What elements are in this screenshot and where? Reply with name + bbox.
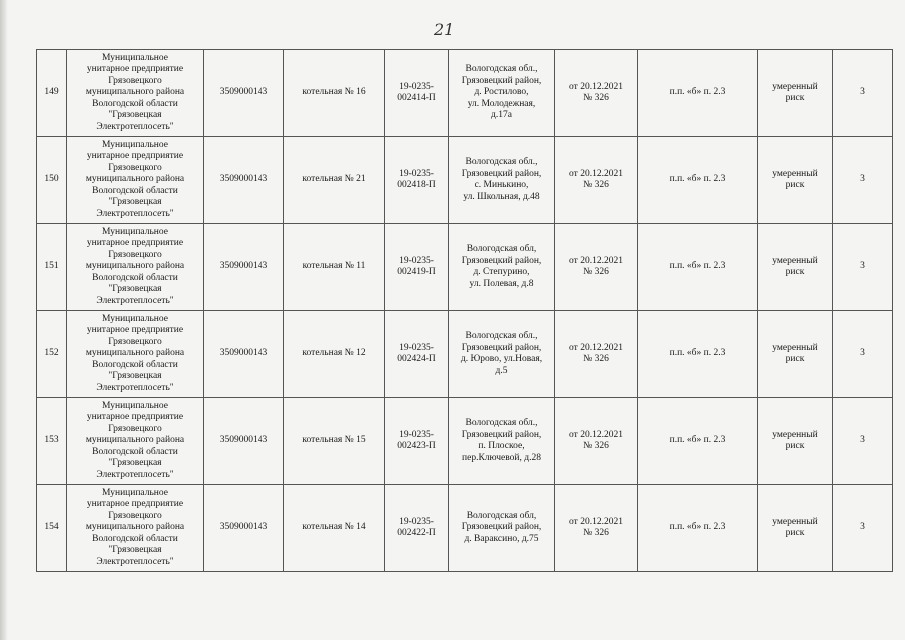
address-line: ул. Полевая, д.8 [469,278,534,289]
address-cell [449,485,555,572]
criteria-clause-cell: п.п. «б» п. 2.3 [638,137,758,224]
criteria-clause-cell: п.п. «б» п. 2.3 [638,311,758,398]
object-name-cell: котельная № 16 [284,50,385,137]
risk-category-cell [758,137,833,224]
organization-line: Электротеплосеть" [96,556,174,567]
organization-line: унитарное предприятие [86,412,184,423]
inn-cell: 3509000143 [204,224,284,311]
decision-line: № 326 [583,528,609,538]
address-line: Грязовецкий район, [461,255,542,266]
risk-category-line: умеренный [772,516,818,527]
row-number-cell: 153 [37,398,67,485]
organization-cell [67,50,204,137]
decision-line: от 20.12.2021 [569,516,623,527]
hazard-class-cell: 3 [833,311,893,398]
inn-cell: 3509000143 [204,485,284,572]
address-line: д. Юрово, ул.Новая, [460,354,543,364]
address-line: д. Вараксино, д.75 [464,533,539,544]
organization-line: Муниципальное [102,313,168,324]
address-line: Грязовецкий район, [461,342,542,353]
decision-cell [555,311,638,398]
risk-category-cell [758,398,833,485]
criteria-clause-cell: п.п. «б» п. 2.3 [638,224,758,311]
object-name-cell: котельная № 21 [284,137,385,224]
decision-line: от 20.12.2021 [569,168,623,179]
hazard-class-cell: 3 [833,485,893,572]
registration-number-cell [385,50,449,137]
hazard-class-cell: 3 [833,137,893,224]
organization-line: муниципального района [85,87,185,98]
decision-line: от 20.12.2021 [569,429,623,440]
registry-table [36,49,893,572]
organization-line: Вологодской области [92,533,178,544]
registration-number-cell [385,398,449,485]
address-line: Грязовецкий район, [461,522,542,533]
organization-line: Вологодской области [92,185,178,196]
registration-number-line: 19-0235- [399,342,434,353]
address-cell [449,311,555,398]
organization-line: унитарное предприятие [86,325,184,336]
table-row [37,398,893,485]
object-name-cell: котельная № 12 [284,311,385,398]
organization-cell [67,485,204,572]
risk-category-line: риск [785,180,805,190]
organization-line: Вологодской области [92,446,178,457]
organization-line: "Грязовецкая [108,545,162,556]
address-cell [449,50,555,137]
address-line: ул. Школьная, д.48 [463,191,540,202]
organization-line: Грязовецкого [108,162,162,173]
risk-category-line: умеренный [772,342,818,353]
table-row [37,485,893,572]
address-line: д. Ростилово, [474,87,529,98]
registration-number-cell [385,137,449,224]
address-line: Вологодская обл., [465,64,538,75]
decision-line: № 326 [583,180,609,190]
table-row [37,50,893,137]
registration-number-line: 19-0235- [399,255,434,266]
risk-category-line: умеренный [772,81,818,92]
organization-line: Электротеплосеть" [96,208,174,219]
registration-number-line: 19-0235- [399,168,434,179]
risk-category-line: риск [785,354,805,364]
organization-line: Вологодской области [92,359,178,370]
hazard-class-cell: 3 [833,224,893,311]
address-cell [449,224,555,311]
row-number-cell: 149 [37,50,67,137]
decision-cell [555,137,638,224]
hazard-class-cell: 3 [833,398,893,485]
address-line: Вологодская обл, [466,244,537,254]
address-line: Вологодская обл., [465,418,538,428]
address-line: д.17а [491,110,512,121]
organization-line: Электротеплосеть" [96,295,174,306]
organization-line: муниципального района [85,435,185,446]
organization-line: Муниципальное [102,139,168,150]
address-line: Грязовецкий район, [461,168,542,179]
decision-line: № 326 [583,93,609,103]
row-number-cell: 154 [37,485,67,572]
registration-number-cell [385,311,449,398]
decision-cell [555,224,638,311]
registration-number-line: 002424-П [397,354,436,364]
object-name-cell: котельная № 14 [284,485,385,572]
organization-line: "Грязовецкая [108,197,162,208]
decision-cell [555,485,638,572]
organization-line: Вологодской области [92,98,178,109]
organization-line: Муниципальное [102,52,168,63]
organization-cell [67,137,204,224]
registration-number-line: 002423-П [397,441,436,451]
address-cell [449,137,555,224]
organization-line: муниципального района [85,522,185,533]
organization-line: Грязовецкого [108,423,162,434]
organization-line: муниципального района [85,174,185,185]
address-line: Вологодская обл., [465,157,538,167]
organization-line: унитарное предприятие [86,499,184,510]
address-line: пер.Ключевой, д.28 [462,452,541,463]
decision-line: № 326 [583,354,609,364]
table-row [37,137,893,224]
row-number-cell: 150 [37,137,67,224]
organization-line: Электротеплосеть" [96,469,174,480]
risk-category-line: умеренный [772,168,818,179]
organization-line: Муниципальное [102,226,168,237]
organization-line: муниципального района [85,348,185,359]
organization-line: "Грязовецкая [108,458,162,469]
risk-category-line: умеренный [772,255,818,266]
risk-category-line: риск [785,93,805,103]
organization-line: унитарное предприятие [86,64,184,75]
risk-category-cell [758,50,833,137]
registration-number-line: 002419-П [397,267,436,277]
organization-cell [67,311,204,398]
registration-number-line: 19-0235- [399,516,434,527]
inn-cell: 3509000143 [204,137,284,224]
registration-number-line: 19-0235- [399,429,434,440]
decision-cell [555,50,638,137]
decision-line: от 20.12.2021 [569,255,623,266]
organization-line: Грязовецкого [108,336,162,347]
row-number-cell: 152 [37,311,67,398]
organization-cell [67,224,204,311]
registration-number-line: 19-0235- [399,81,434,92]
address-line: д.5 [495,365,508,376]
object-name-cell: котельная № 11 [284,224,385,311]
organization-line: "Грязовецкая [108,284,162,295]
registry-rows [37,50,893,572]
inn-cell: 3509000143 [204,398,284,485]
organization-line: Муниципальное [102,487,168,498]
registration-number-line: 002414-П [397,93,436,103]
criteria-clause-cell: п.п. «б» п. 2.3 [638,50,758,137]
organization-line: Грязовецкого [108,510,162,521]
inn-cell: 3509000143 [204,50,284,137]
decision-cell [555,398,638,485]
risk-category-line: умеренный [772,429,818,440]
page-number: 21 [434,20,455,39]
criteria-clause-cell: п.п. «б» п. 2.3 [638,398,758,485]
object-name-cell: котельная № 15 [284,398,385,485]
risk-category-line: риск [785,441,805,451]
address-cell [449,398,555,485]
risk-category-line: риск [785,528,805,538]
address-line: с. Минькино, [474,180,529,190]
organization-line: Грязовецкого [108,75,162,86]
address-line: д. Степурино, [473,267,530,277]
organization-line: "Грязовецкая [108,110,162,121]
table-row [37,224,893,311]
organization-line: унитарное предприятие [86,238,184,249]
organization-cell [67,398,204,485]
registration-number-line: 002418-П [397,180,436,190]
decision-line: № 326 [583,441,609,451]
hazard-class-cell: 3 [833,50,893,137]
address-line: ул. Молодежная, [467,98,536,109]
organization-line: Электротеплосеть" [96,382,174,393]
organization-line: Вологодской области [92,272,178,283]
address-line: Грязовецкий район, [461,429,542,440]
organization-line: унитарное предприятие [86,151,184,162]
inn-cell: 3509000143 [204,311,284,398]
registration-number-cell [385,485,449,572]
registration-number-cell [385,224,449,311]
risk-category-cell [758,485,833,572]
organization-line: Муниципальное [102,400,168,411]
address-line: п. Плоское, [478,441,525,451]
organization-line: Грязовецкого [108,249,162,260]
address-line: Вологодская обл, [466,510,537,521]
decision-line: от 20.12.2021 [569,342,623,353]
organization-line: Электротеплосеть" [96,121,174,132]
decision-line: № 326 [583,267,609,277]
risk-category-line: риск [785,267,805,277]
scan-edge-shadow [0,0,8,640]
risk-category-cell [758,224,833,311]
row-number-cell: 151 [37,224,67,311]
address-line: Грязовецкий район, [461,75,542,86]
address-line: Вологодская обл., [465,331,538,341]
registration-number-line: 002422-П [397,528,436,538]
table-row [37,311,893,398]
criteria-clause-cell: п.п. «б» п. 2.3 [638,485,758,572]
organization-line: муниципального района [85,261,185,272]
risk-category-cell [758,311,833,398]
decision-line: от 20.12.2021 [569,81,623,92]
organization-line: "Грязовецкая [108,371,162,382]
